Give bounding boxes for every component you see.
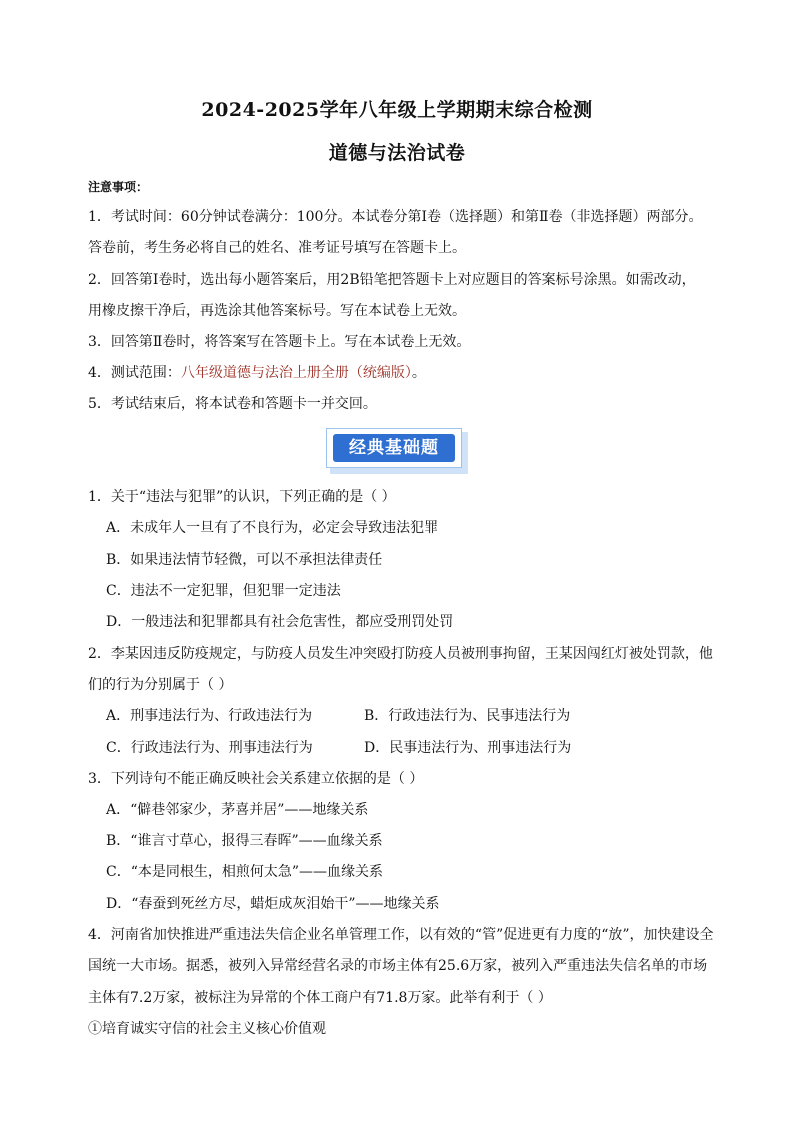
exam-title: 2024-2025学年八年级上学期期末综合检测 xyxy=(201,99,593,121)
question-2-option-d: D．民事违法行为、刑事违法行为 xyxy=(364,740,572,756)
question-2-option-c: C．行政违法行为、刑事违法行为 xyxy=(106,740,313,756)
section-badge-frame xyxy=(326,428,462,468)
question-4-item-1: ①培育诚实守信的社会主义核心价值观 xyxy=(88,1021,326,1037)
question-3-option-c: C．“本是同根生，相煎何太急”——血缘关系 xyxy=(106,864,384,880)
question-3-option-b: B．“谁言寸草心，报得三春晖”——血缘关系 xyxy=(106,833,383,849)
question-2-option-b: B．行政违法行为、民事违法行为 xyxy=(364,708,571,724)
note-5: 5．考试结束后，将本试卷和答题卡一并交回。 xyxy=(88,396,377,412)
question-1-option-a: A．未成年人一旦有了不良行为，必定会导致违法犯罪 xyxy=(106,520,439,536)
question-1-stem: 1．关于“违法与犯罪”的认识，下列正确的是（ ） xyxy=(88,489,396,505)
question-4-stem-line-3: 主体有7.2万家，被标注为异常的个体工商户有71.8万家。此举有利于（ ） xyxy=(88,990,552,1006)
section-badge xyxy=(326,428,468,474)
notes-heading: 注意事项： xyxy=(88,180,149,194)
question-2-stem-line-2: 们的行为分别属于（ ） xyxy=(88,677,233,693)
section-badge-label: 经典基础题 xyxy=(333,434,455,462)
note-2-line-2: 用橡皮擦干净后，再选涂其他答案标号。写在本试卷上无效。 xyxy=(88,303,466,319)
note-4 xyxy=(88,363,426,383)
question-4-stem-line-1: 4．河南省加快推进严重违法失信企业名单管理工作，以有效的“管”促进更有力度的“放”，加快建设全 xyxy=(88,927,714,943)
note-4-prefix: 4．测试范围： xyxy=(88,365,181,381)
question-1-option-c: C．违法不一定犯罪，但犯罪一定违法 xyxy=(106,583,341,599)
question-3-option-a: A．“僻巷邻家少，茅喜并居”——地缘关系 xyxy=(106,802,369,818)
note-1-line-1: 1．考试时间：60分钟试卷满分：100分。本试卷分第Ⅰ卷（选择题）和第Ⅱ卷（非选择题）两部分。 xyxy=(88,209,703,225)
question-4-stem-line-2: 国统一大市场。据悉，被列入异常经营名录的市场主体有25.6万家，被列入严重违法失信名单的市场 xyxy=(88,958,708,974)
note-2-line-1: 2．回答第Ⅰ卷时，选出每小题答案后，用2B铅笔把答题卡上对应题目的答案标号涂黑。如需改动， xyxy=(88,272,696,288)
note-4-range: 八年级道德与法治上册全册（统编版） xyxy=(180,365,412,381)
question-2-option-a: A．刑事违法行为、行政违法行为 xyxy=(106,708,313,724)
question-1-option-d: D．一般违法和犯罪都具有社会危害性，都应受刑罚处罚 xyxy=(106,614,454,630)
note-1-line-2: 答卷前，考生务必将自己的姓名、准考证号填写在答题卡上。 xyxy=(88,240,466,256)
note-3: 3．回答第Ⅱ卷时，将答案写在答题卡上。写在本试卷上无效。 xyxy=(88,334,471,350)
note-4-suffix: 。 xyxy=(411,365,426,381)
question-3-option-d: D．“春蚕到死丝方尽，蜡炬成灰泪始干”——地缘关系 xyxy=(106,896,440,912)
question-2-stem-line-1: 2．李某因违反防疫规定，与防疫人员发生冲突殴打防疫人员被刑事拘留，王某因闯红灯被处罚款，他 xyxy=(88,646,713,662)
question-1-option-b: B．如果违法情节轻微，可以不承担法律责任 xyxy=(106,552,383,568)
exam-subtitle: 道德与法治试卷 xyxy=(328,142,466,164)
question-3-stem: 3．下列诗句不能正确反映社会关系建立依据的是（ ） xyxy=(88,771,424,787)
